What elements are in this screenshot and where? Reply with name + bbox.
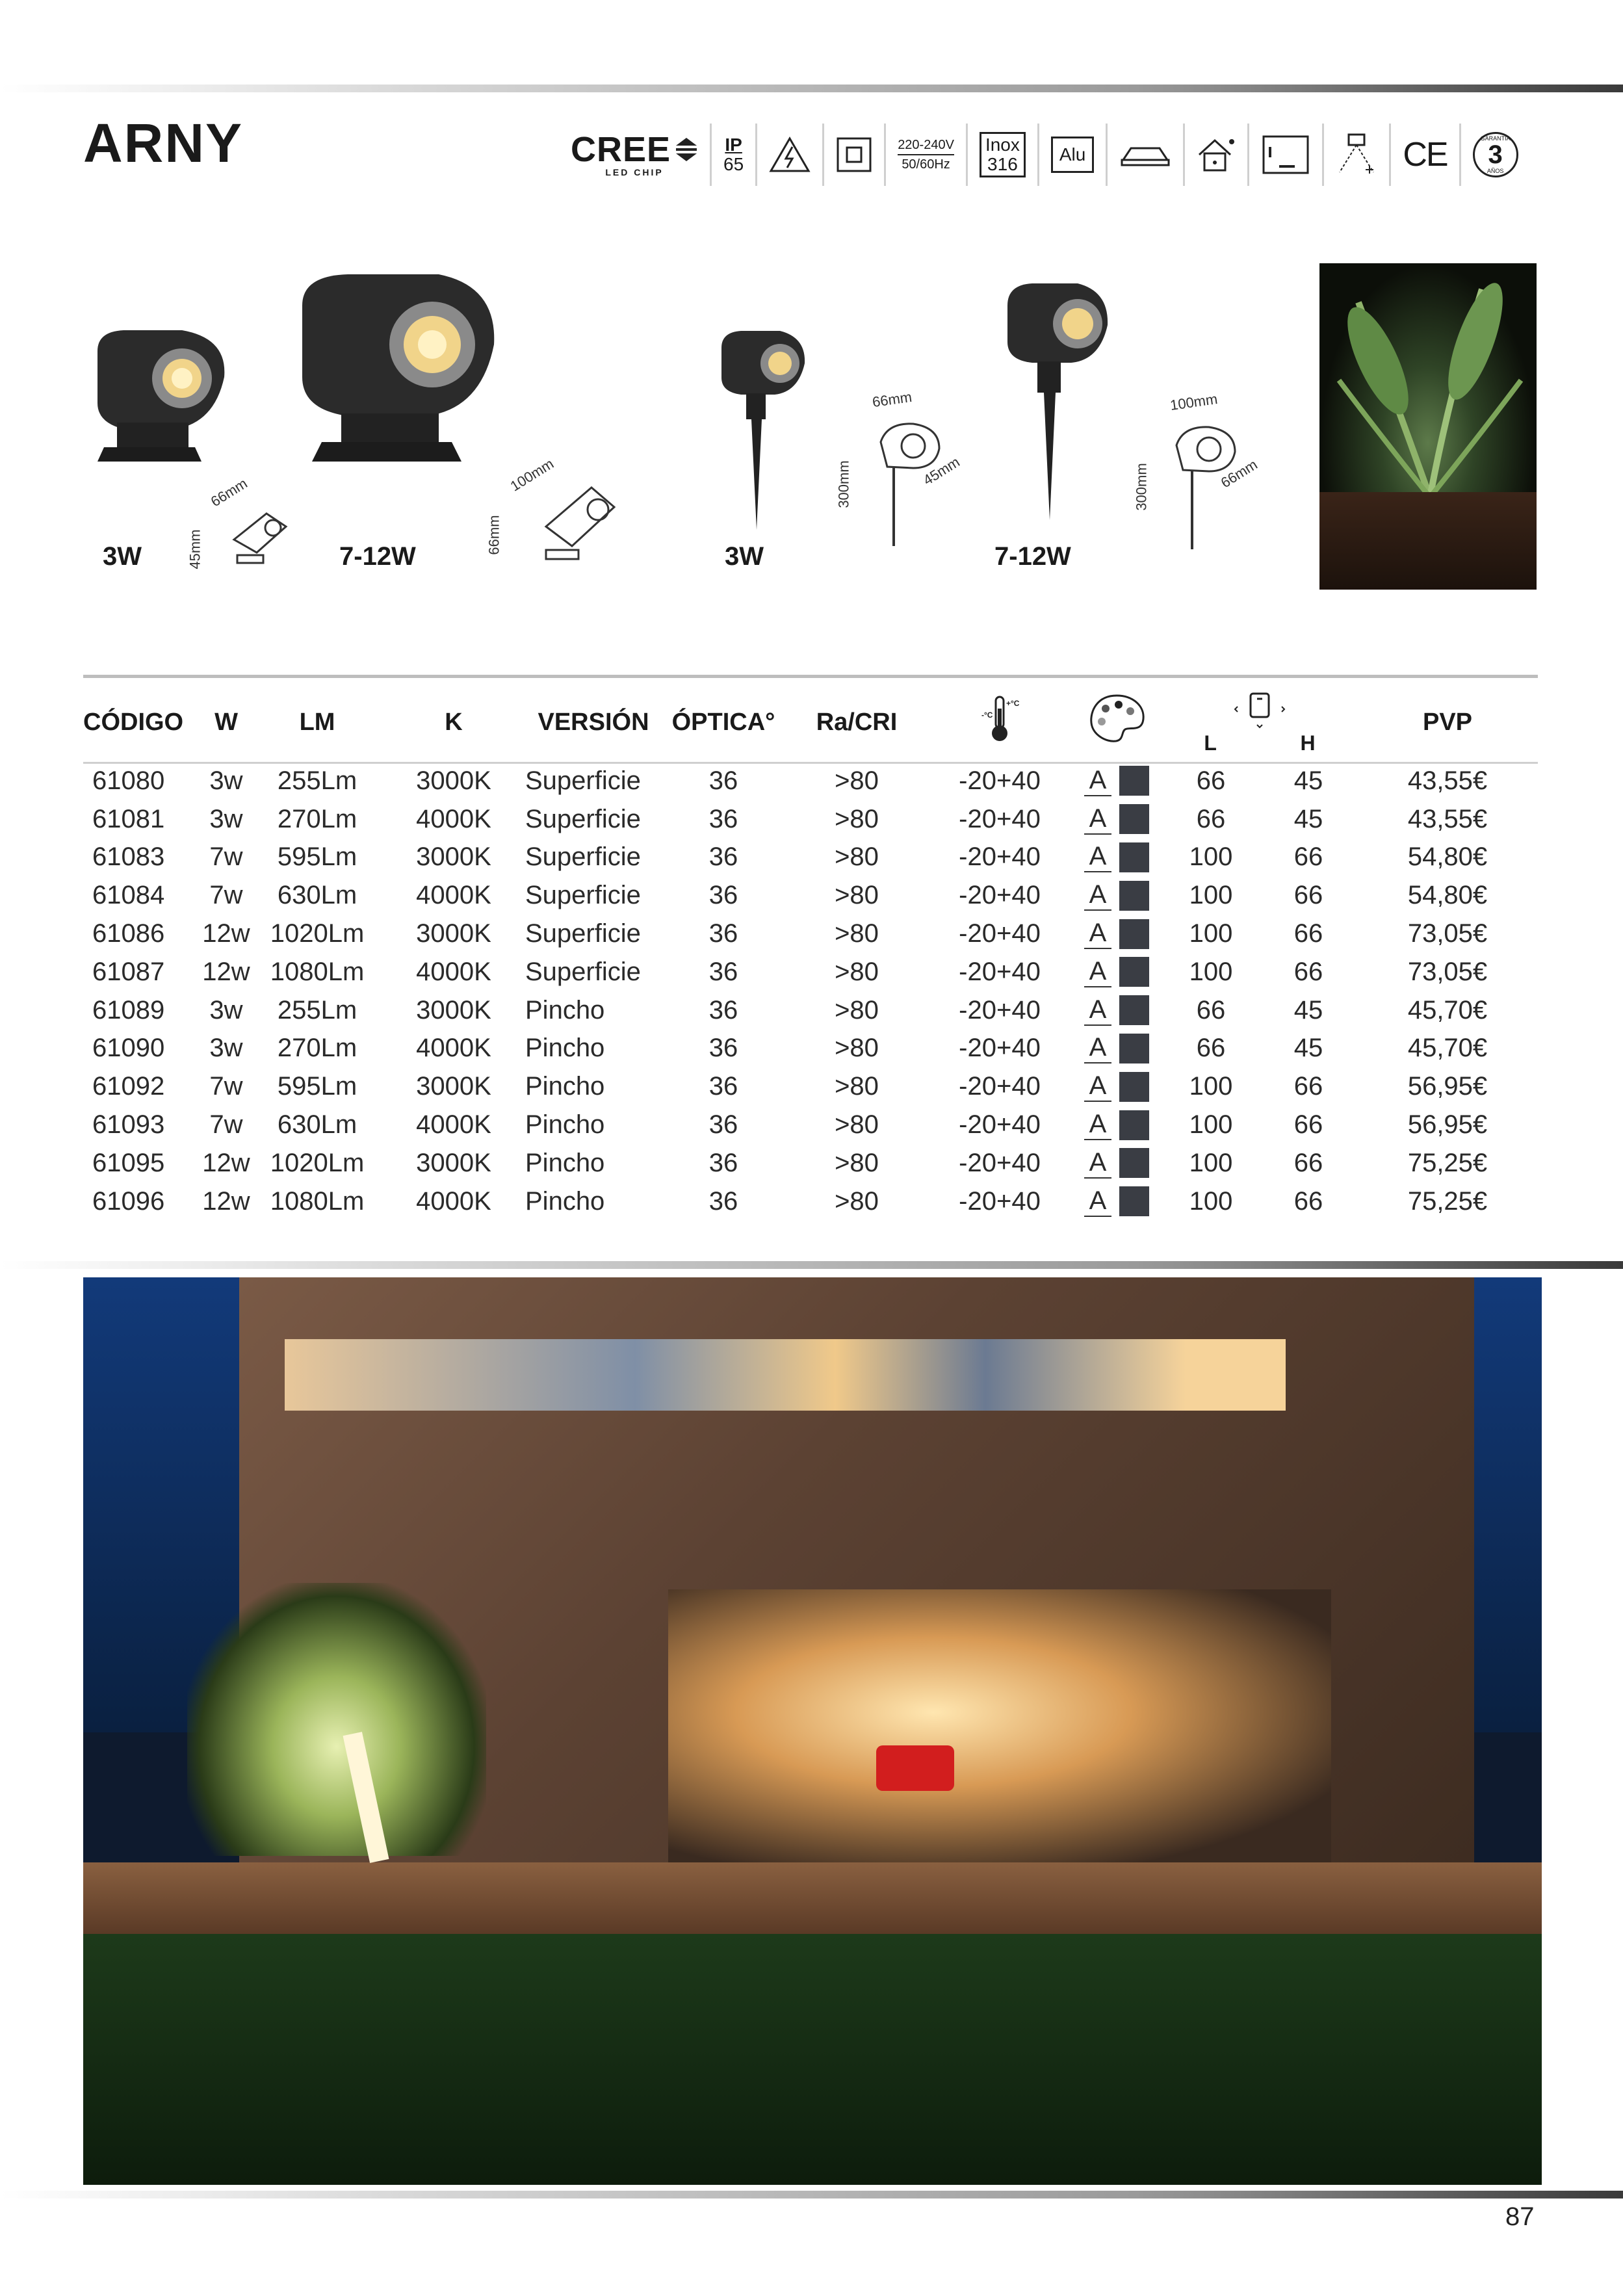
cree-word: CREE — [571, 130, 671, 169]
house-garden-photo — [83, 1277, 1542, 2185]
page-number: 87 — [1505, 2202, 1535, 2231]
cell-l: 66 — [1196, 804, 1226, 833]
cell-cri: >80 — [835, 1148, 879, 1177]
cell-pvp: 45,70€ — [1407, 995, 1488, 1024]
cell-color — [1071, 915, 1162, 953]
cell-code: 61090 — [92, 1034, 165, 1063]
table-row — [83, 762, 1538, 800]
cell-code: 61093 — [92, 1110, 165, 1140]
cell-code: 61080 — [92, 766, 165, 795]
cell-lm: 1080Lm — [270, 1186, 365, 1216]
color-swatch — [1119, 1072, 1149, 1102]
color-code: A — [1084, 1110, 1112, 1140]
cell-w: 3w — [209, 1034, 243, 1063]
cell-code: 61087 — [92, 957, 165, 986]
th-w: W — [214, 708, 238, 736]
cell-pvp: 56,95€ — [1407, 1110, 1488, 1140]
cell-optics: 36 — [708, 995, 738, 1024]
th-dimensions — [1162, 683, 1357, 762]
fixture-shape-icon — [1108, 124, 1185, 186]
dim-spike-12w-depth: 66mm — [1217, 456, 1260, 491]
photo-lawn — [83, 1934, 1542, 2185]
th-lm: LM — [299, 708, 335, 736]
cell-version: Pincho — [525, 1186, 605, 1216]
cell-cri: >80 — [835, 766, 879, 795]
color-swatch — [1119, 1186, 1149, 1216]
cell-h: 66 — [1293, 1186, 1323, 1216]
cell-h: 66 — [1293, 957, 1323, 986]
mounting-icon — [1249, 124, 1324, 186]
color-palette-icon — [1087, 692, 1146, 746]
cell-k: 4000K — [416, 804, 491, 833]
cell-w: 3w — [209, 804, 243, 833]
cell-k: 3000K — [416, 995, 491, 1024]
cell-code: 61081 — [92, 804, 165, 833]
th-k: K — [445, 708, 463, 736]
dim-spike-3w-height: 300mm — [835, 460, 852, 508]
photo-lit-tree — [187, 1583, 486, 1856]
cell-h: 66 — [1293, 1110, 1323, 1140]
label-spike-3w: 3W — [725, 542, 764, 571]
cell-version: Pincho — [525, 1148, 605, 1177]
cell-temp: -20+40 — [959, 1034, 1041, 1063]
cell-l: 100 — [1189, 842, 1233, 872]
cell-l: 100 — [1189, 1186, 1233, 1216]
cell-w: 7w — [209, 1072, 243, 1101]
surface-light-3w-image — [84, 325, 247, 475]
cell-l: 100 — [1189, 957, 1233, 986]
cell-l: 100 — [1189, 1148, 1233, 1177]
cell-k: 3000K — [416, 842, 491, 872]
cell-cri: >80 — [835, 881, 879, 910]
cell-l: 100 — [1189, 881, 1233, 910]
thermometer-icon — [980, 693, 1019, 745]
dim-surface-3w-height: 45mm — [187, 529, 203, 569]
table-row — [83, 1106, 1538, 1144]
cell-lm: 595Lm — [277, 1072, 357, 1101]
color-code: A — [1084, 1033, 1112, 1063]
color-code: A — [1084, 804, 1112, 835]
cell-h: 45 — [1293, 766, 1323, 795]
electrical-warning-icon — [757, 124, 824, 186]
cell-color — [1071, 953, 1162, 991]
dim-surface-12w-width: 100mm — [507, 455, 557, 495]
cell-pvp: 75,25€ — [1407, 1148, 1488, 1177]
cell-temp: -20+40 — [959, 1186, 1041, 1216]
color-code: A — [1084, 995, 1112, 1026]
product-table — [83, 683, 1538, 1221]
color-swatch — [1119, 1034, 1149, 1063]
th-temperature — [928, 683, 1071, 762]
spike-light-3w-image — [715, 328, 812, 536]
cell-optics: 36 — [708, 957, 738, 986]
cell-lm: 1020Lm — [270, 1148, 365, 1177]
dim-surface-12w-height: 66mm — [486, 515, 502, 555]
table-row — [83, 915, 1538, 953]
color-code: A — [1084, 957, 1112, 987]
color-swatch — [1119, 766, 1149, 796]
cell-code: 61096 — [92, 1186, 165, 1216]
cell-color — [1071, 1106, 1162, 1144]
color-swatch — [1119, 842, 1149, 872]
cell-cri: >80 — [835, 842, 879, 872]
outdoor-use-icon — [1185, 124, 1249, 186]
cell-l: 100 — [1189, 1072, 1233, 1101]
cell-h: 45 — [1293, 995, 1323, 1024]
cell-version: Pincho — [525, 1072, 605, 1101]
color-code: A — [1084, 1186, 1112, 1217]
cell-pvp: 45,70€ — [1407, 1034, 1488, 1063]
th-l: L — [1204, 731, 1217, 755]
voltage-value: 220-240V — [898, 136, 954, 155]
table-row — [83, 1067, 1538, 1106]
th-h: H — [1300, 731, 1316, 755]
cell-optics: 36 — [708, 1110, 738, 1140]
cell-k: 3000K — [416, 1072, 491, 1101]
dimensions-icon — [1234, 690, 1286, 731]
table-top-rule — [83, 675, 1538, 678]
cell-cri: >80 — [835, 919, 879, 948]
cell-optics: 36 — [708, 766, 738, 795]
cell-w: 12w — [202, 1148, 250, 1177]
cell-pvp: 73,05€ — [1407, 919, 1488, 948]
label-surface-12w: 7-12W — [339, 542, 416, 571]
cell-w: 12w — [202, 957, 250, 986]
cell-version: Superficie — [525, 881, 641, 910]
inox-grade: 316 — [987, 154, 1018, 174]
cell-k: 3000K — [416, 1148, 491, 1177]
color-swatch — [1119, 804, 1149, 834]
table-row — [83, 800, 1538, 839]
surface-12w-drawing — [533, 462, 617, 572]
cell-k: 4000K — [416, 1186, 491, 1216]
cell-pvp: 43,55€ — [1407, 766, 1488, 795]
cell-h: 66 — [1293, 919, 1323, 948]
cell-color — [1071, 839, 1162, 877]
cell-h: 45 — [1293, 1034, 1323, 1063]
guarantee-bottom: AÑOS — [1487, 168, 1504, 174]
cell-optics: 36 — [708, 1148, 738, 1177]
cell-version: Pincho — [525, 995, 605, 1024]
th-color — [1071, 683, 1162, 762]
dim-spike-12w-height: 300mm — [1133, 463, 1150, 511]
cell-version: Pincho — [525, 1034, 605, 1063]
table-row — [83, 953, 1538, 991]
photo-upper-windows — [285, 1339, 1286, 1411]
cell-cri: >80 — [835, 1186, 879, 1216]
cell-optics: 36 — [708, 842, 738, 872]
cell-w: 12w — [202, 919, 250, 948]
ce-mark-icon — [1391, 124, 1461, 186]
guarantee-badge — [1461, 124, 1530, 186]
color-code: A — [1084, 880, 1112, 911]
inox-label: Inox — [985, 135, 1020, 155]
cell-k: 4000K — [416, 1110, 491, 1140]
cell-optics: 36 — [708, 804, 738, 833]
cell-lm: 1080Lm — [270, 957, 365, 986]
cell-k: 4000K — [416, 1034, 491, 1063]
beam-angle-icon — [1324, 124, 1391, 186]
class-ii-icon — [824, 124, 886, 186]
cell-color — [1071, 1144, 1162, 1182]
ip-label: IP — [725, 135, 742, 155]
product-title: ARNY — [83, 112, 244, 174]
spike-light-12w-image — [1001, 280, 1111, 527]
table-row — [83, 1030, 1538, 1068]
cree-arrows-icon — [675, 137, 698, 163]
table-header-row — [83, 683, 1538, 762]
cell-w: 3w — [209, 766, 243, 795]
cell-cri: >80 — [835, 957, 879, 986]
cell-w: 7w — [209, 842, 243, 872]
table-row — [83, 839, 1538, 877]
label-surface-3w: 3W — [103, 542, 142, 571]
th-cri: Ra/CRI — [816, 708, 898, 736]
cell-version: Superficie — [525, 842, 641, 872]
surface-light-12w-image — [296, 267, 504, 475]
cell-version: Superficie — [525, 804, 641, 833]
cell-optics: 36 — [708, 1186, 738, 1216]
color-swatch — [1119, 957, 1149, 987]
cell-lm: 595Lm — [277, 842, 357, 872]
cell-l: 100 — [1189, 919, 1233, 948]
cell-cri: >80 — [835, 1034, 879, 1063]
cell-code: 61086 — [92, 919, 165, 948]
cell-color — [1071, 762, 1162, 800]
cell-lm: 255Lm — [277, 766, 357, 795]
frequency-value: 50/60Hz — [902, 157, 950, 172]
cell-temp: -20+40 — [959, 995, 1041, 1024]
table-body — [83, 762, 1538, 1221]
cell-h: 45 — [1293, 804, 1323, 833]
cell-h: 66 — [1293, 1148, 1323, 1177]
cell-pvp: 43,55€ — [1407, 804, 1488, 833]
cell-version: Superficie — [525, 766, 641, 795]
cree-subtitle: LED CHIP — [605, 167, 664, 177]
cell-color — [1071, 991, 1162, 1030]
cell-cri: >80 — [835, 995, 879, 1024]
cell-temp: -20+40 — [959, 842, 1041, 872]
cell-code: 61084 — [92, 881, 165, 910]
bottom-rule — [0, 2191, 1623, 2198]
table-row — [83, 1144, 1538, 1182]
th-version: VERSIÓN — [538, 708, 649, 736]
cell-cri: >80 — [835, 1072, 879, 1101]
middle-rule — [0, 1261, 1623, 1269]
color-swatch — [1119, 1110, 1149, 1140]
feature-icon-bar — [559, 122, 1530, 187]
cell-pvp: 75,25€ — [1407, 1186, 1488, 1216]
cell-code: 61095 — [92, 1148, 165, 1177]
cell-k: 4000K — [416, 957, 491, 986]
cell-version: Superficie — [525, 957, 641, 986]
cell-w: 12w — [202, 1186, 250, 1216]
th-code: CÓDIGO — [83, 708, 184, 736]
color-code: A — [1084, 766, 1112, 796]
cell-color — [1071, 800, 1162, 839]
ip-rating — [712, 124, 757, 186]
cell-pvp: 54,80€ — [1407, 842, 1488, 872]
dim-spike-3w-depth: 45mm — [920, 453, 963, 489]
cell-optics: 36 — [708, 881, 738, 910]
plant-photo-ground — [1319, 492, 1537, 590]
voltage-info — [886, 124, 968, 186]
color-code: A — [1084, 1148, 1112, 1179]
cell-lm: 630Lm — [277, 881, 357, 910]
cell-lm: 270Lm — [277, 1034, 357, 1063]
cell-temp: -20+40 — [959, 881, 1041, 910]
color-code: A — [1084, 919, 1112, 949]
cell-w: 7w — [209, 881, 243, 910]
color-swatch — [1119, 919, 1149, 949]
cell-color — [1071, 1030, 1162, 1068]
photo-wooden-deck — [83, 1862, 1542, 1934]
cell-pvp: 56,95€ — [1407, 1072, 1488, 1101]
alu-label: Alu — [1051, 137, 1094, 173]
color-code: A — [1084, 1071, 1112, 1102]
cell-temp: -20+40 — [959, 804, 1041, 833]
cell-temp: -20+40 — [959, 1110, 1041, 1140]
color-swatch — [1119, 995, 1149, 1025]
cell-l: 100 — [1189, 1110, 1233, 1140]
surface-3w-drawing — [221, 501, 292, 572]
cell-version: Pincho — [525, 1110, 605, 1140]
cell-h: 66 — [1293, 842, 1323, 872]
cell-optics: 36 — [708, 1034, 738, 1063]
table-row — [83, 876, 1538, 915]
table-row — [83, 991, 1538, 1030]
dim-spike-12w-width: 100mm — [1169, 391, 1219, 413]
photo-glass-facade — [668, 1589, 1331, 1862]
cell-color — [1071, 876, 1162, 915]
svg-text:-°C: -°C — [981, 711, 993, 720]
photo-red-sofa — [876, 1745, 954, 1791]
cell-cri: >80 — [835, 1110, 879, 1140]
cell-temp: -20+40 — [959, 957, 1041, 986]
cell-color — [1071, 1067, 1162, 1106]
cell-temp: -20+40 — [959, 766, 1041, 795]
guarantee-top: GARANTÍA — [1480, 135, 1511, 142]
cell-code: 61092 — [92, 1072, 165, 1101]
ip-value: 65 — [723, 154, 744, 174]
aluminium-material-icon — [1039, 124, 1108, 186]
cell-temp: -20+40 — [959, 1148, 1041, 1177]
color-code: A — [1084, 842, 1112, 872]
cell-pvp: 54,80€ — [1407, 881, 1488, 910]
top-rule — [0, 85, 1623, 92]
cell-version: Superficie — [525, 919, 641, 948]
cell-lm: 630Lm — [277, 1110, 357, 1140]
cell-lm: 255Lm — [277, 995, 357, 1024]
cell-w: 3w — [209, 995, 243, 1024]
cell-pvp: 73,05€ — [1407, 957, 1488, 986]
ce-label: CE — [1403, 136, 1448, 174]
cell-l: 66 — [1196, 995, 1226, 1024]
dim-spike-3w-width: 66mm — [871, 388, 913, 411]
svg-text:+°C: +°C — [1006, 699, 1019, 708]
guarantee-years: 3 — [1488, 140, 1503, 169]
inox-material-icon — [968, 124, 1039, 186]
cell-temp: -20+40 — [959, 1072, 1041, 1101]
cell-h: 66 — [1293, 1072, 1323, 1101]
dim-surface-3w-width: 66mm — [207, 475, 250, 510]
plant-application-photo — [1319, 263, 1537, 590]
cell-optics: 36 — [708, 1072, 738, 1101]
cell-k: 4000K — [416, 881, 491, 910]
cell-k: 3000K — [416, 766, 491, 795]
cell-optics: 36 — [708, 919, 738, 948]
cell-k: 3000K — [416, 919, 491, 948]
cell-l: 66 — [1196, 766, 1226, 795]
cell-lm: 1020Lm — [270, 919, 365, 948]
cell-code: 61089 — [92, 995, 165, 1024]
cell-l: 66 — [1196, 1034, 1226, 1063]
cell-w: 7w — [209, 1110, 243, 1140]
cell-lm: 270Lm — [277, 804, 357, 833]
cell-cri: >80 — [835, 804, 879, 833]
color-swatch — [1119, 1148, 1149, 1178]
cell-code: 61083 — [92, 842, 165, 872]
th-optics: ÓPTICA° — [671, 708, 775, 736]
cell-color — [1071, 1182, 1162, 1221]
cree-logo — [559, 124, 712, 186]
th-pvp: PVP — [1422, 708, 1473, 736]
cell-temp: -20+40 — [959, 919, 1041, 948]
table-row — [83, 1182, 1538, 1221]
cell-h: 66 — [1293, 881, 1323, 910]
label-spike-12w: 7-12W — [994, 542, 1071, 571]
color-swatch — [1119, 881, 1149, 911]
